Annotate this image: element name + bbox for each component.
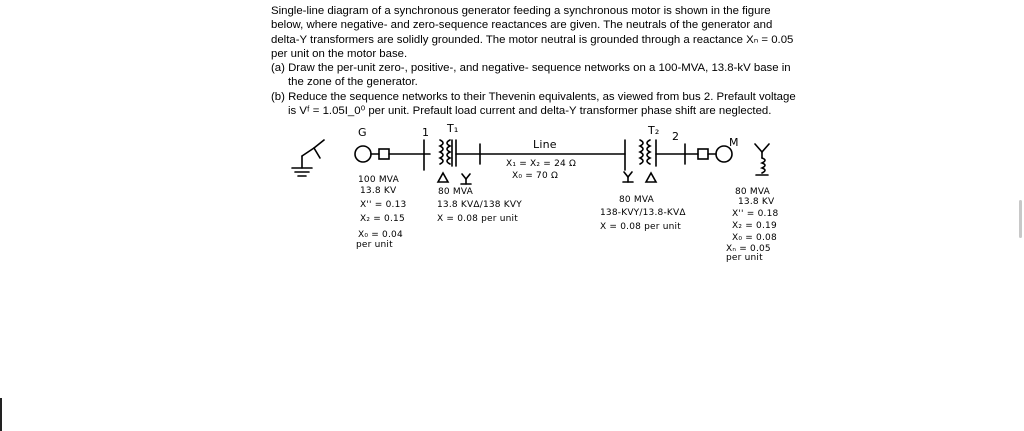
transformer-t2-symbol [640, 140, 656, 166]
t2-spec-reactance: X = 0.08 per unit [600, 222, 681, 232]
motor-spec-voltage: 13.8 KV [738, 197, 775, 207]
problem-part-b: (b) Reduce the sequence networks to their Thevenin equivalents, as viewed from bus 2. Prefault voltage is Vᶠ = 1.05I_0⁰ per unit. Prefault load current and delta-Y transformer phase shift are neglected. [271, 90, 796, 118]
t1-wye-ground-symbol [461, 174, 471, 184]
generator-spec-voltage: 13.8 KV [360, 186, 397, 196]
t2-spec-rating: 80 MVA [619, 195, 655, 205]
motor-spec-x-subtransient: X'' = 0.18 [732, 209, 779, 219]
text-cursor-line [0, 398, 2, 431]
t1-spec-rating: 80 MVA [438, 187, 474, 197]
problem-intro: Single-line diagram of a synchronous generator feeding a synchronous motor is shown in the figure below, where negative- and zero-sequence reactances are given. The neutrals of the generator and delta-Y transformers are solidly grounded. The motor neutral is grounded through a reactance Xₙ = 0.05 per unit on the motor base. [271, 5, 794, 60]
transformer-t1-specs [437, 187, 522, 224]
breaker-1 [379, 149, 389, 159]
line-x0: X₀ = 70 Ω [512, 171, 559, 181]
t1-delta-symbol [438, 173, 448, 182]
transformer-t2-label: T₂ [648, 124, 660, 137]
motor-spec-xn: Xₙ = 0.05 [726, 244, 771, 254]
generator-label: G [358, 126, 367, 139]
motor-label: M [729, 136, 739, 149]
problem-statement [271, 4, 801, 118]
t2-spec-voltage: 138-KVY/13.8-KVΔ [600, 208, 686, 218]
vertical-scrollbar[interactable] [1019, 200, 1022, 238]
motor-spec-rating: 80 MVA [735, 187, 771, 197]
transformer-t1-label: T₁ [447, 122, 459, 135]
generator-spec-x0: X₀ = 0.04 [358, 230, 403, 240]
breaker-2 [698, 149, 708, 159]
motor-neutral-reactance-symbol [755, 144, 769, 175]
t2-wye-ground-symbol [623, 172, 633, 182]
problem-part-a: (a) Draw the per-unit zero-, positive-, and negative- sequence networks on a 100-MVA, 13.8-kV base in the zone of the generator. [271, 62, 791, 89]
bus-1-label: 1 [422, 126, 430, 139]
generator-ground-symbol [292, 140, 324, 176]
transformer-t1-symbol [440, 140, 456, 166]
single-line-diagram [280, 122, 800, 262]
generator-spec-rating: 100 MVA [358, 175, 399, 185]
t1-spec-reactance: X = 0.08 per unit [437, 214, 518, 224]
t2-delta-symbol [646, 173, 656, 182]
t1-spec-voltage: 13.8 KVΔ/138 KVY [437, 200, 522, 210]
line-x12: X₁ = X₂ = 24 Ω [506, 159, 577, 169]
generator-specs [356, 175, 406, 250]
motor-spec-unit: per unit [726, 253, 763, 262]
generator-spec-unit: per unit [356, 240, 393, 250]
generator-symbol [355, 146, 371, 162]
transformer-t2-specs [600, 195, 686, 232]
bus-2-label: 2 [672, 130, 680, 143]
generator-spec-x-subtransient: X'' = 0.13 [360, 200, 407, 210]
line-label: Line [533, 138, 557, 151]
motor-spec-x0: X₀ = 0.08 [732, 233, 777, 243]
motor-spec-x2: X₂ = 0.19 [732, 221, 777, 231]
generator-spec-x2: X₂ = 0.15 [360, 214, 405, 224]
motor-specs [726, 187, 778, 262]
